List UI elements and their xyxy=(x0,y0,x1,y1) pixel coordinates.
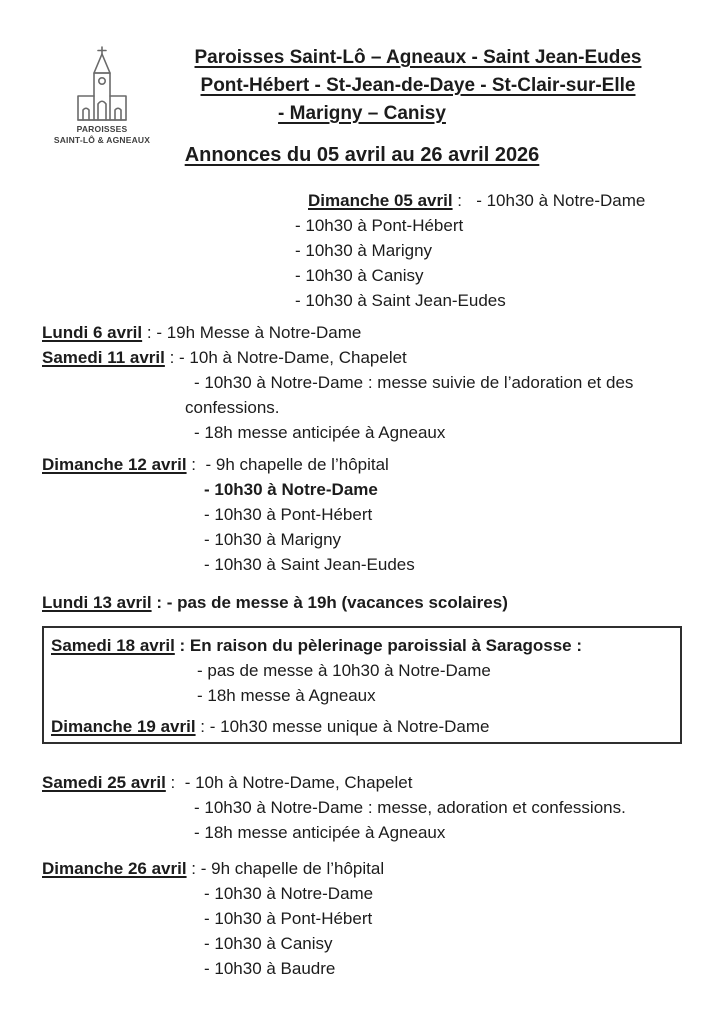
schedule-line: - 10h30 à Pont-Hébert xyxy=(204,909,373,928)
title-line-3: - Marigny – Canisy xyxy=(278,103,446,124)
schedule-line: - 10h30 à Canisy xyxy=(204,934,333,953)
title-line-1: Paroisses Saint-Lô – Agneaux - Saint Jean-Eudes xyxy=(194,47,642,68)
schedule-line: Dimanche 12 avril : - 9h chapelle de l’hôpital xyxy=(42,455,389,474)
schedule-line: Samedi 11 avril : - 10h à Notre-Dame, Chapelet xyxy=(42,348,407,367)
day-label: Dimanche 26 avril xyxy=(42,859,187,878)
day-label: Samedi 25 avril xyxy=(42,773,166,792)
section-apr25 xyxy=(42,770,684,845)
logo-caption-line2: SAINT-LÔ & AGNEAUX xyxy=(53,135,151,146)
logo-caption-line1: PAROISSES xyxy=(76,124,128,134)
schedule-body xyxy=(0,188,724,981)
section-apr06-apr11 xyxy=(42,320,684,445)
schedule-line: - 10h30 à Pont-Hébert xyxy=(204,505,373,524)
schedule-line: - 10h30 à Canisy xyxy=(295,266,424,285)
schedule-line: - 10h30 à Baudre xyxy=(204,959,336,978)
schedule-line-bold: Lundi 13 avril : - pas de messe à 19h (vacances scolaires) xyxy=(42,593,508,612)
day-label: Dimanche 12 avril xyxy=(42,455,187,474)
schedule-line: - 18h messe anticipée à Agneaux xyxy=(194,823,446,842)
title-block xyxy=(112,44,724,100)
day-label: Lundi 13 avril xyxy=(42,593,152,612)
schedule-line: Lundi 6 avril : - 19h Messe à Notre-Dame xyxy=(42,323,362,342)
day-label: Samedi 11 avril xyxy=(42,348,165,367)
schedule-line: - 18h messe à Agneaux xyxy=(197,686,376,705)
day-label: Samedi 18 avril xyxy=(51,636,175,655)
schedule-line: Dimanche 26 avril : - 9h chapelle de l’hôpital xyxy=(42,859,385,878)
section-apr12 xyxy=(42,452,684,577)
schedule-line: - 18h messe anticipée à Agneaux xyxy=(194,423,446,442)
schedule-line: - 10h30 à Notre-Dame : messe, adoration et confessions. xyxy=(194,798,626,817)
schedule-line: Dimanche 19 avril : - 10h30 messe unique à Notre-Dame xyxy=(51,717,490,736)
schedule-line: Samedi 18 avril : En raison du pèlerinage paroissial à Saragosse : xyxy=(51,636,583,655)
parish-logo xyxy=(50,46,154,146)
schedule-line: - pas de messe à 10h30 à Notre-Dame xyxy=(197,661,491,680)
announcements-period-title: Annonces du 05 avril au 26 avril 2026 xyxy=(184,144,540,166)
schedule-line: - 10h30 à Saint Jean-Eudes xyxy=(295,291,506,310)
day-label: Dimanche 05 avril xyxy=(308,191,453,210)
section-apr13 xyxy=(42,590,684,615)
schedule-line: Samedi 25 avril : - 10h à Notre-Dame, Chapelet xyxy=(42,773,413,792)
schedule-line: - 10h30 à Saint Jean-Eudes xyxy=(204,555,415,574)
schedule-line: Dimanche 05 avril : - 10h30 à Notre-Dame xyxy=(308,191,646,210)
title-line-2: Pont-Hébert - St-Jean-de-Daye - St-Clair-sur-Elle xyxy=(200,75,636,96)
logo-caption xyxy=(50,124,154,146)
schedule-line: - 10h30 à Marigny xyxy=(295,241,433,260)
day-label: Dimanche 19 avril xyxy=(51,717,196,736)
schedule-line: - 10h30 à Marigny xyxy=(204,530,342,549)
schedule-line: - 10h30 à Notre-Dame : messe suivie de l’adoration et des xyxy=(194,373,634,392)
schedule-line: confessions. xyxy=(185,398,280,417)
pilgrimage-notice-box xyxy=(42,626,682,744)
schedule-line: - 10h30 à Pont-Hébert xyxy=(295,216,464,235)
day-label: Lundi 6 avril xyxy=(42,323,143,342)
section-apr26 xyxy=(42,856,684,981)
church-icon xyxy=(50,46,154,122)
schedule-line-bold: - 10h30 à Notre-Dame xyxy=(204,480,378,499)
schedule-line: - 10h30 à Notre-Dame xyxy=(204,884,374,903)
section-apr05 xyxy=(295,188,684,313)
document-header xyxy=(0,0,724,170)
